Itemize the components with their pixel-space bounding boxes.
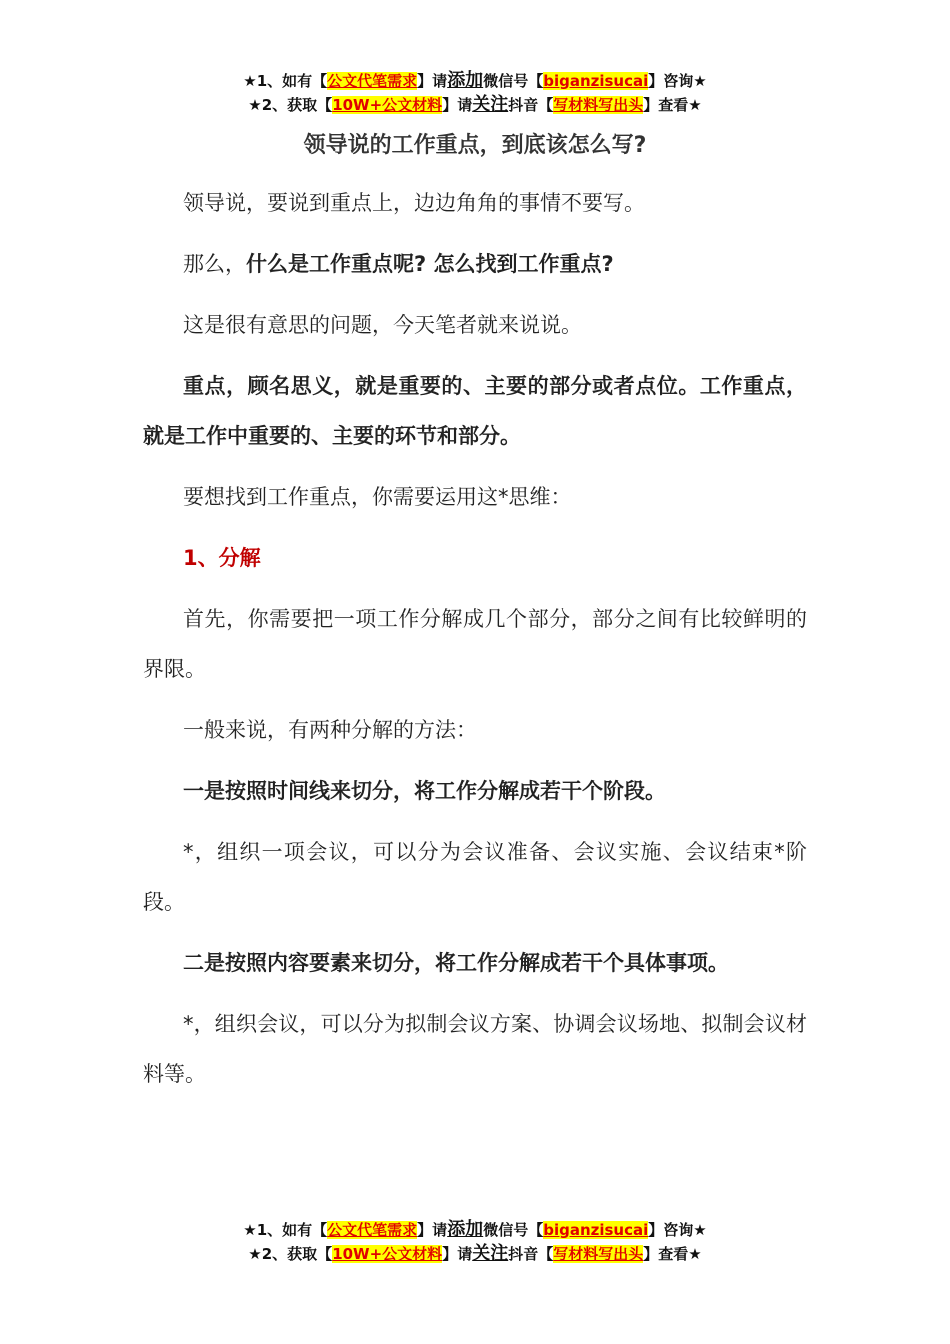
method-two: 二是按照内容要素来切分，将工作分解成若干个具体事项。 (183, 951, 729, 975)
banner-text: 微信号【 (483, 72, 544, 90)
banner-text: 】查看★ (643, 96, 702, 114)
paragraph: 领导说，要说到重点上，边边角角的事情不要写。 (183, 191, 645, 215)
banner-text: 】请 (442, 1245, 473, 1263)
banner-text: 抖音【 (508, 96, 554, 114)
banner-line-2 (0, 1242, 950, 1266)
banner-line-1 (0, 69, 950, 93)
paragraph (143, 239, 807, 289)
wechat-id-highlight[interactable]: biganzisucai (543, 72, 649, 90)
banner-text: ★1、如有【 (243, 72, 328, 90)
materials-highlight[interactable]: 10W+公文材料 (332, 96, 443, 114)
materials-highlight[interactable]: 10W+公文材料 (332, 1245, 443, 1263)
add-emphasis: 添加 (447, 1219, 484, 1240)
banner-text: ★2、获取【 (248, 96, 333, 114)
section-heading: 1、分解 (183, 546, 261, 570)
banner-text: 微信号【 (483, 1221, 544, 1239)
service-highlight[interactable]: 公文代笔需求 (327, 72, 418, 90)
paragraph: 要想找到工作重点，你需要运用这*思维： (183, 485, 572, 509)
paragraph: 首先，你需要把一项工作分解成几个部分，部分之间有比较鲜明的界限。 (143, 607, 807, 681)
bottom-banner (0, 1218, 950, 1266)
douyin-id-highlight[interactable]: 写材料写出头 (553, 1245, 644, 1263)
top-banner (0, 69, 950, 117)
paragraph: *，组织会议，可以分为拟制会议方案、协调会议场地、拟制会议材料等。 (143, 1012, 807, 1086)
paragraph-text: 那么， (183, 252, 246, 276)
question-text: 什么是工作重点呢? 怎么找到工作重点? (246, 252, 614, 276)
banner-line-2 (0, 93, 950, 117)
banner-text: 】请 (417, 72, 448, 90)
douyin-id-highlight[interactable]: 写材料写出头 (553, 96, 644, 114)
banner-text: 】请 (442, 96, 473, 114)
banner-text: 】咨询★ (648, 72, 707, 90)
banner-text: 抖音【 (508, 1245, 554, 1263)
banner-text: 】查看★ (643, 1245, 702, 1263)
definition-paragraph: 重点，顾名思义，就是重要的、主要的部分或者点位。工作重点，就是工作中重要的、主要的环节和部分。 (143, 374, 807, 448)
banner-text: ★2、获取【 (248, 1245, 333, 1263)
article (143, 126, 807, 1099)
banner-line-1 (0, 1218, 950, 1242)
method-one: 一是按照时间线来切分，将工作分解成若干个阶段。 (183, 779, 666, 803)
service-highlight[interactable]: 公文代笔需求 (327, 1221, 418, 1239)
paragraph: 一般来说，有两种分解的方法： (183, 718, 477, 742)
add-emphasis: 添加 (447, 70, 484, 91)
banner-text: 】请 (417, 1221, 448, 1239)
paragraph: 这是很有意思的问题，今天笔者就来说说。 (183, 313, 582, 337)
page-title: 领导说的工作重点，到底该怎么写? (303, 133, 647, 158)
banner-text: 】咨询★ (648, 1221, 707, 1239)
wechat-id-highlight[interactable]: biganzisucai (543, 1221, 649, 1239)
paragraph: *，组织一项会议，可以分为会议准备、会议实施、会议结束*阶段。 (143, 840, 807, 914)
follow-emphasis: 关注 (472, 94, 509, 115)
follow-emphasis: 关注 (472, 1243, 509, 1264)
banner-text: ★1、如有【 (243, 1221, 328, 1239)
